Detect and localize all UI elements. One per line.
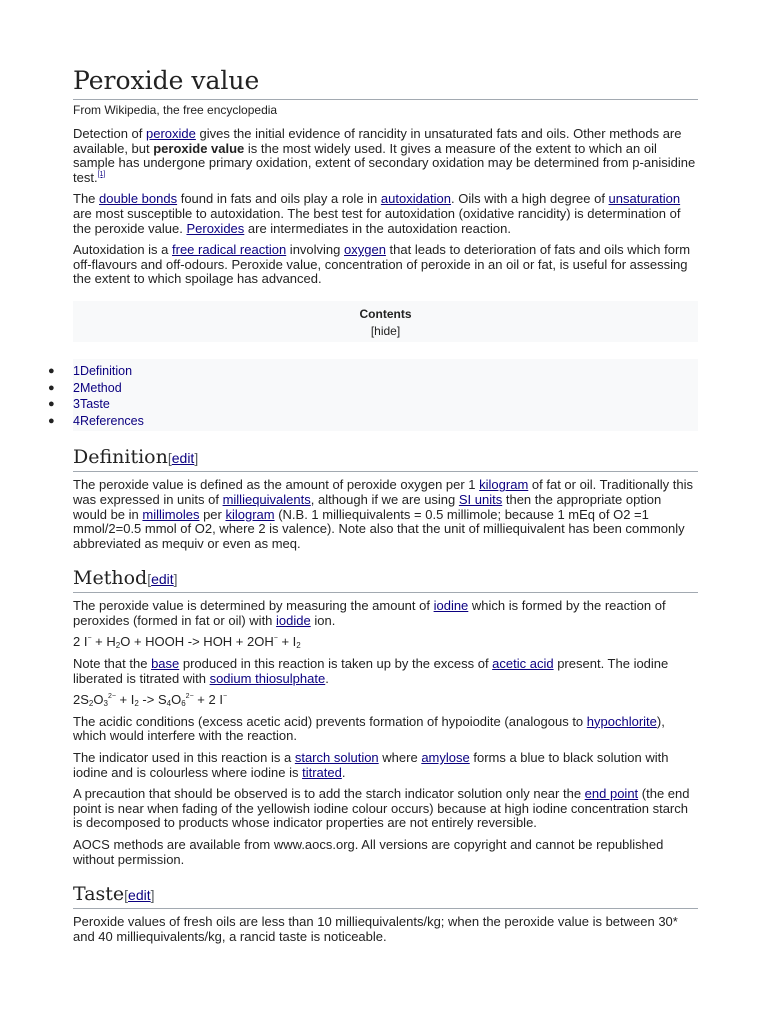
link-titrated[interactable]: titrated	[302, 764, 342, 780]
edit-section-link: [edit]	[167, 450, 199, 467]
edit-section-link: [edit]	[147, 571, 178, 588]
bullet-icon: ●	[48, 364, 55, 377]
bullet-icon: ●	[48, 414, 55, 427]
bold-term: peroxide value	[153, 140, 245, 156]
link-double-bonds[interactable]: double bonds	[99, 191, 178, 207]
toc-title: Contents	[359, 306, 412, 321]
taste-paragraph: Peroxide values of fresh oils are less than 10 milliequivalents/kg; when the peroxide value is between 30* and 40 milliequivalents/kg, a rancid taste is noticeable.	[73, 914, 678, 944]
article	[48, 64, 698, 951]
toc-item-taste[interactable]: ● 3Taste	[48, 397, 110, 412]
link-iodide[interactable]: iodide	[276, 612, 311, 628]
intro-paragraph-2: The double bonds found in fats and oils play a role in autoxidation. Oils with a high degree of unsaturation are most susceptible to autoxidation. The best test for autoxidation (oxidative rancidity) is determination of the peroxide value. Peroxides are intermediates in the autoxidation reaction.	[73, 191, 681, 236]
reference-link[interactable]: [1]	[97, 170, 106, 178]
section-heading-method: Method[edit]	[73, 565, 698, 593]
edit-section-link: [edit]	[124, 887, 155, 904]
link-base[interactable]: base	[151, 656, 180, 672]
link-sodium-thiosulphate[interactable]: sodium thiosulphate	[209, 670, 326, 686]
link-starch-solution[interactable]: starch solution	[294, 750, 379, 766]
link-peroxide[interactable]: peroxide	[146, 126, 196, 141]
method-paragraph-5: A precaution that should be observed is to add the starch indicator solution only near the end point (the end point is near when fading of the yellowish iodine colour occurs) because at high iodine concentration starch is decomposed to products whose indicator properties are not entirely reversible.	[73, 786, 690, 831]
toc-item-references[interactable]: ● 4References	[48, 413, 144, 428]
bullet-icon: ●	[48, 381, 55, 394]
intro-paragraph-1: Detection of peroxide gives the initial evidence of rancidity in unsaturated fats and oils. Other methods are available, but peroxide value is the most widely used. It gives a measure of the extent to which an oil sample has undergone primary oxidation, extent of secondary oxidation may be determined from p-anisidine test.[1]	[73, 126, 696, 185]
method-paragraph-2: Note that the base produced in this reaction is taken up by the excess of acetic acid present. The iodine liberated is titrated with sodium thiosulphate.	[73, 656, 669, 686]
link-acetic-acid[interactable]: acetic acid	[492, 656, 554, 672]
toc-hide-toggle[interactable]: [hide]	[370, 323, 401, 338]
link-oxygen[interactable]: oxygen	[344, 242, 386, 258]
toc-item-definition[interactable]: ● 1Definition	[48, 363, 133, 378]
method-paragraph-1: The peroxide value is determined by measuring the amount of iodine which is formed by the reaction of peroxides (formed in fat or oil) with iodide ion.	[73, 598, 666, 628]
equation-1: 2 $I^- + H_2O$ + HOOH -> HOH + $2OH^- + I_2$	[73, 634, 301, 651]
method-paragraph-4: The indicator used in this reaction is a starch solution where amylose forms a blue to black solution with iodine and is colourless where iodine is titrated.	[73, 750, 669, 780]
bullet-icon: ●	[48, 398, 55, 411]
link-unsaturation[interactable]: unsaturation	[608, 191, 681, 207]
link-amylose[interactable]: amylose	[421, 750, 470, 766]
intro-paragraph-3: Autoxidation is a free radical reaction involving oxygen that leads to deterioration of fats and oils which form off-flavours and off-odours. Peroxide value, concentration of peroxide in an oil or fat, is useful for assessing the extent to which spoilage has advanced.	[73, 242, 691, 287]
link-iodine[interactable]: iodine	[433, 598, 469, 614]
page-title: Peroxide value	[73, 64, 698, 100]
link-autoxidation[interactable]: autoxidation	[380, 191, 452, 207]
link-kilogram[interactable]: kilogram	[479, 477, 529, 493]
table-of-contents	[73, 301, 698, 342]
link-peroxides[interactable]: Peroxides	[186, 220, 245, 236]
link-si-units[interactable]: SI units	[458, 491, 503, 507]
section-heading-taste: Taste[edit]	[73, 881, 698, 909]
method-paragraph-6: AOCS methods are available from www.aocs.org. All versions are copyright and cannot be republished without permission.	[73, 837, 664, 867]
method-paragraph-3: The acidic conditions (excess acetic acid) prevents formation of hypoiodite (analogous to hypochlorite), which would interfere with the reaction.	[73, 713, 665, 744]
tagline: From Wikipedia, the free encyclopedia	[73, 103, 278, 117]
section-heading-definition: Definition[edit]	[73, 444, 698, 472]
toc-item-method[interactable]: ● 2Method	[48, 380, 122, 395]
link-kilogram-2[interactable]: kilogram	[225, 506, 275, 522]
toc-list	[48, 359, 698, 431]
equation-2: $2S_2O_3^{2-} + I_2 -> S_4O_6^{2-} + 2$ I−	[73, 692, 228, 709]
link-hypochlorite[interactable]: hypochlorite	[586, 713, 657, 729]
link-milliequivalents[interactable]: milliequivalents	[222, 491, 311, 507]
definition-paragraph: The peroxide value is defined as the amount of peroxide oxygen per 1 kilogram of fat or oil. Traditionally this was expressed in units of milliequivalents, although if we are using SI units then the appropriate option would be in millimoles per kilogram (N.B. 1 milliequivalents = 0.5 millimole; because 1 mEq of O2 =1 mmol/2=0.5 mmol of O2, where 2 is valence). Note also that the unit of milliequivalent has been commonly abbreviated as mequiv or even as meq.	[73, 477, 694, 551]
link-free-radical-reaction[interactable]: free radical reaction	[172, 242, 287, 258]
link-millimoles[interactable]: millimoles	[142, 506, 200, 522]
link-end-point[interactable]: end point	[584, 786, 639, 802]
